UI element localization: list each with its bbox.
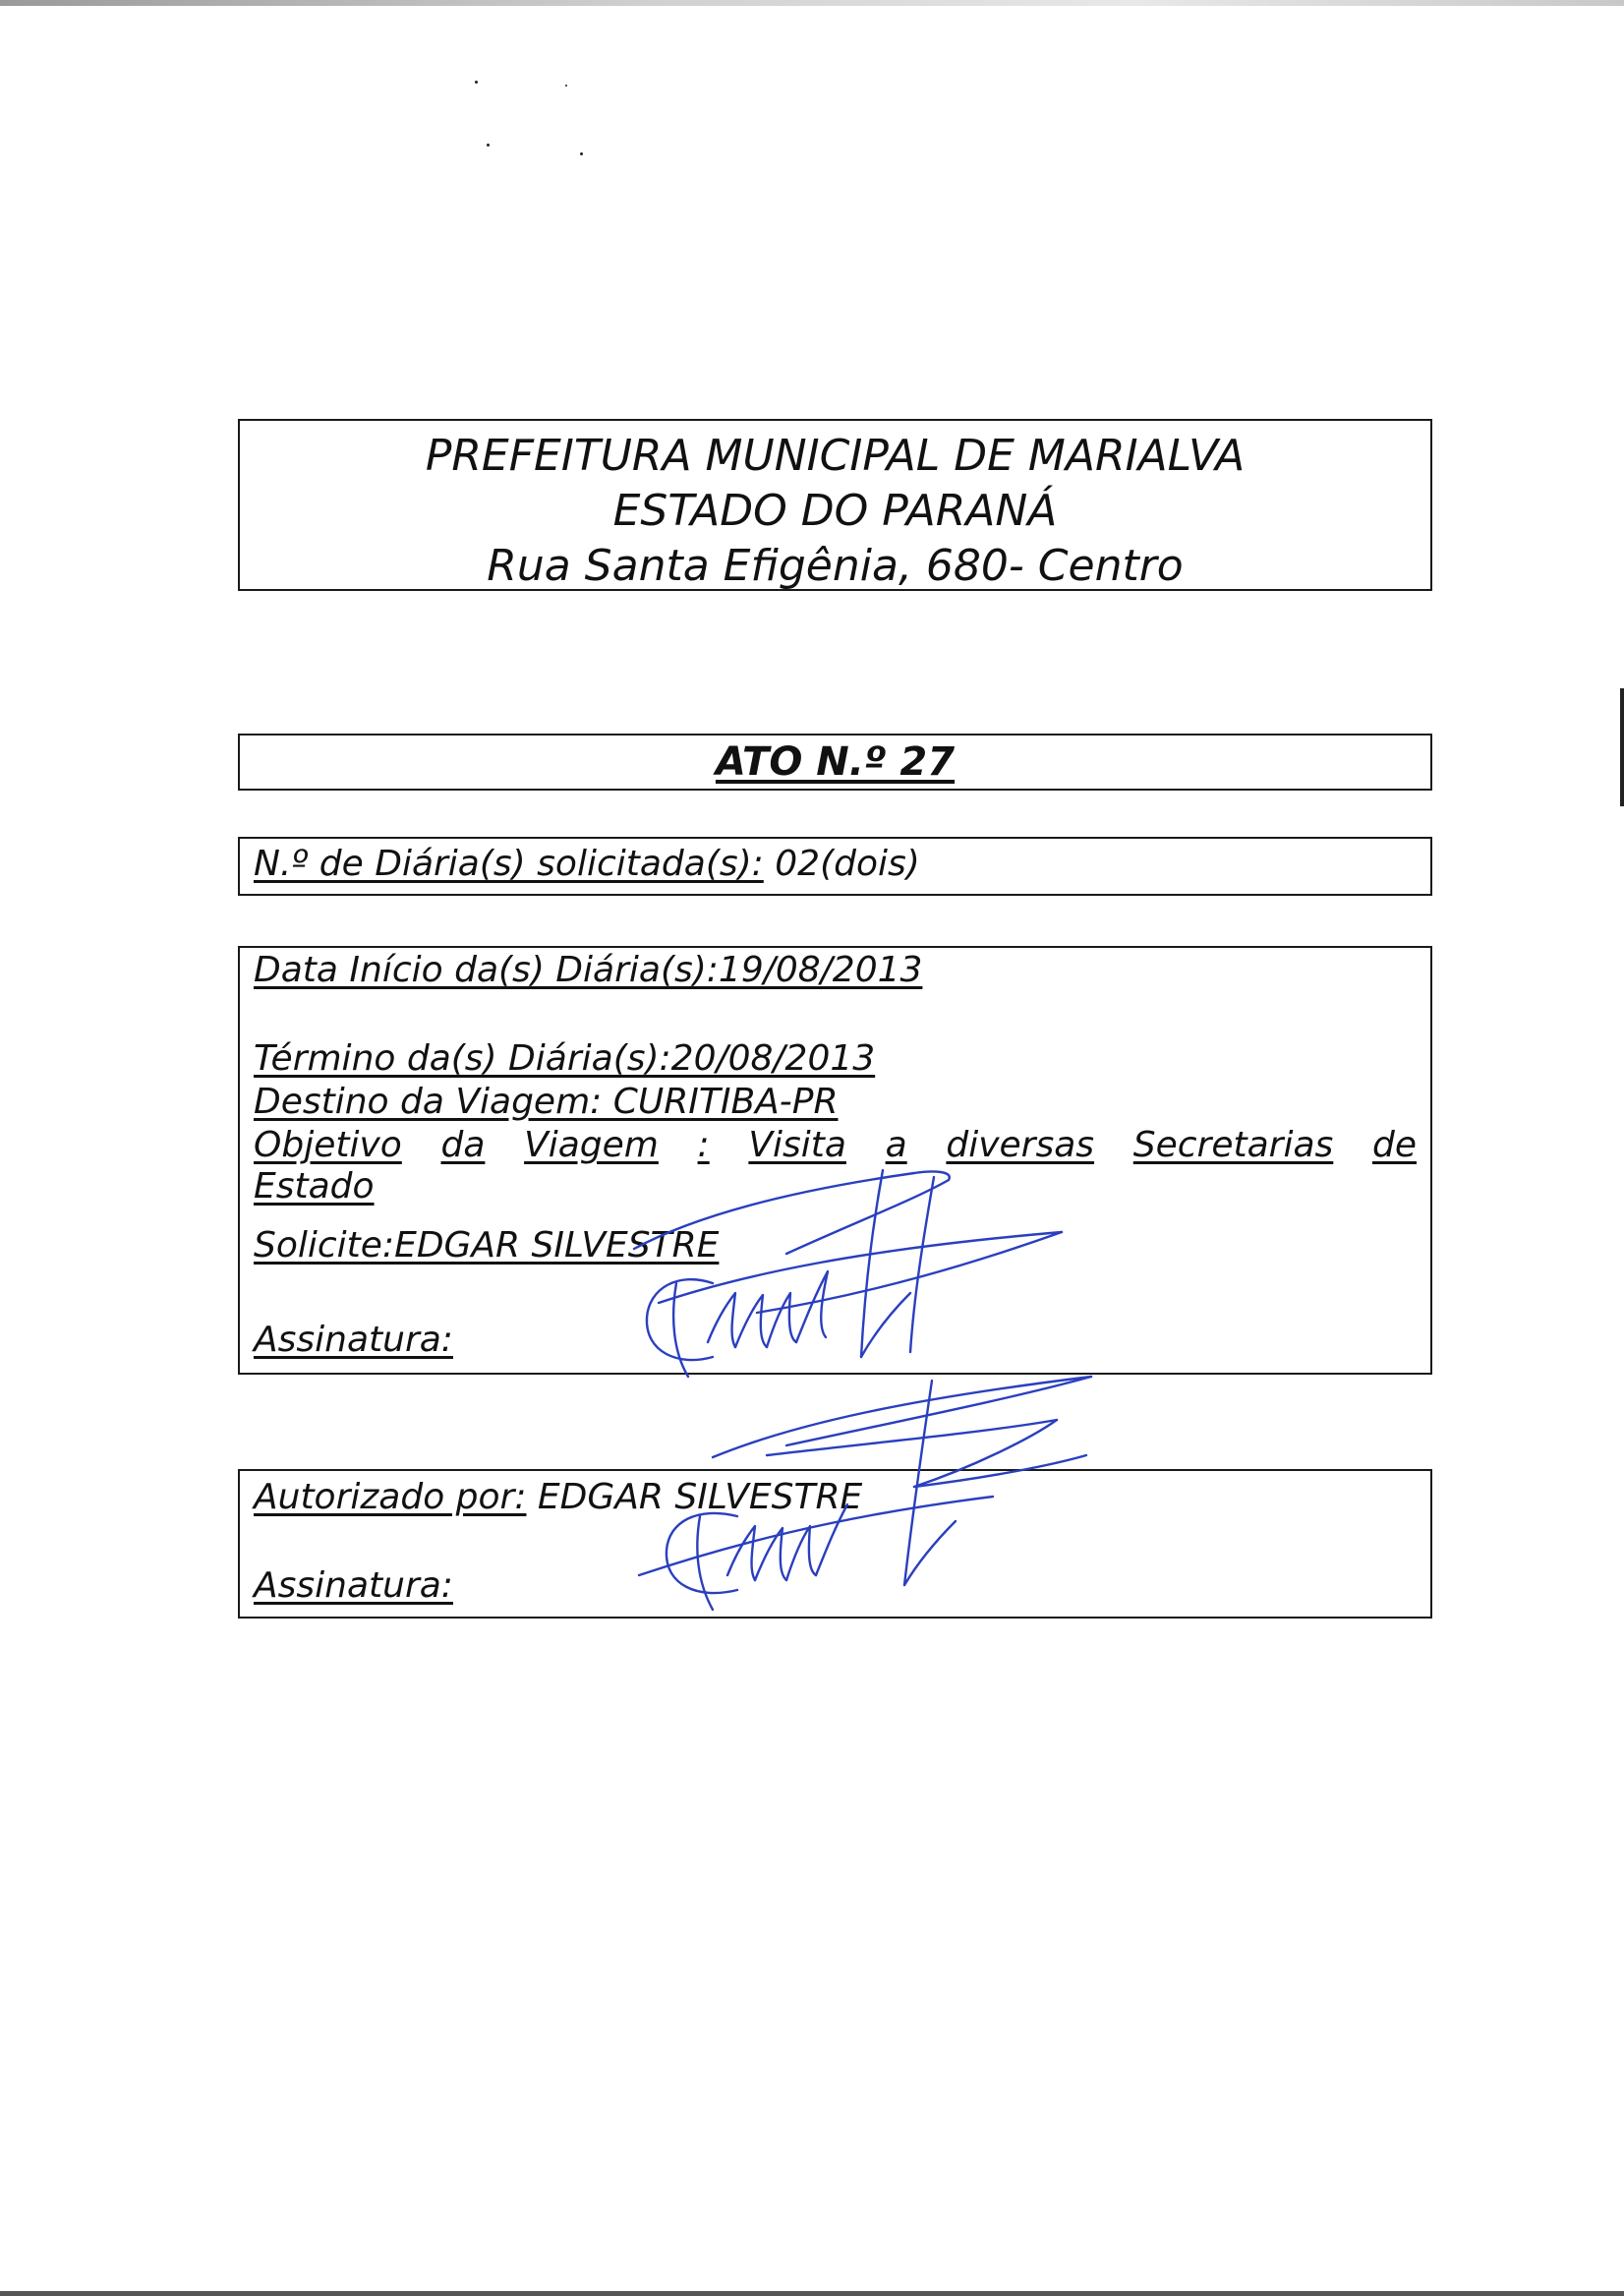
objetivo-line [254, 1125, 1417, 1166]
scan-speck [487, 144, 490, 147]
scan-speck [565, 85, 567, 87]
objetivo-word: da [440, 1125, 486, 1165]
municipality-name: PREFEITURA MUNICIPAL DE MARIALVA [425, 431, 1246, 481]
autorizado-line [254, 1477, 862, 1518]
destino: Destino da Viagem: CURITIBA-PR [254, 1082, 839, 1122]
data-inicio: Data Início da(s) Diária(s):19/08/2013 [254, 950, 923, 990]
objetivo-word: Visita [748, 1125, 846, 1165]
ato-box [238, 734, 1432, 791]
solicitante: Solicite:EDGAR SILVESTRE [254, 1225, 720, 1266]
authorization-box [238, 1469, 1432, 1619]
scan-edge-right [1620, 688, 1624, 806]
header-box [238, 419, 1432, 591]
details-box [238, 946, 1432, 1375]
objetivo-word: a [885, 1125, 907, 1165]
objetivo-continuation: Estado [254, 1166, 375, 1207]
scan-speck [475, 81, 478, 84]
objetivo-word: : [697, 1125, 710, 1165]
autorizado-name: EDGAR SILVESTRE [526, 1477, 863, 1517]
diarias-label: N.º de Diária(s) solicitada(s): [254, 844, 764, 884]
diarias-value: 02(dois) [763, 844, 920, 884]
assinatura-label: Assinatura: [254, 1565, 453, 1606]
objetivo-word: Objetivo [254, 1125, 402, 1165]
state-name: ESTADO DO PARANÁ [612, 486, 1058, 536]
address: Rua Santa Efigênia, 680- Centro [487, 541, 1184, 591]
ato-title: ATO N.º 27 [715, 739, 956, 785]
scan-edge-top [0, 0, 1624, 6]
autorizado-label: Autorizado por: [254, 1477, 527, 1517]
objetivo-word: diversas [946, 1125, 1095, 1165]
objetivo-word: Secretarias [1132, 1125, 1334, 1165]
diarias-box [238, 837, 1432, 896]
objetivo-word: Viagem [524, 1125, 659, 1165]
assinatura-label: Assinatura: [254, 1320, 453, 1360]
data-termino: Término da(s) Diária(s):20/08/2013 [254, 1038, 876, 1079]
scan-edge-bottom [0, 2291, 1624, 2296]
scan-speck [580, 152, 583, 155]
objetivo-word: de [1371, 1125, 1417, 1165]
